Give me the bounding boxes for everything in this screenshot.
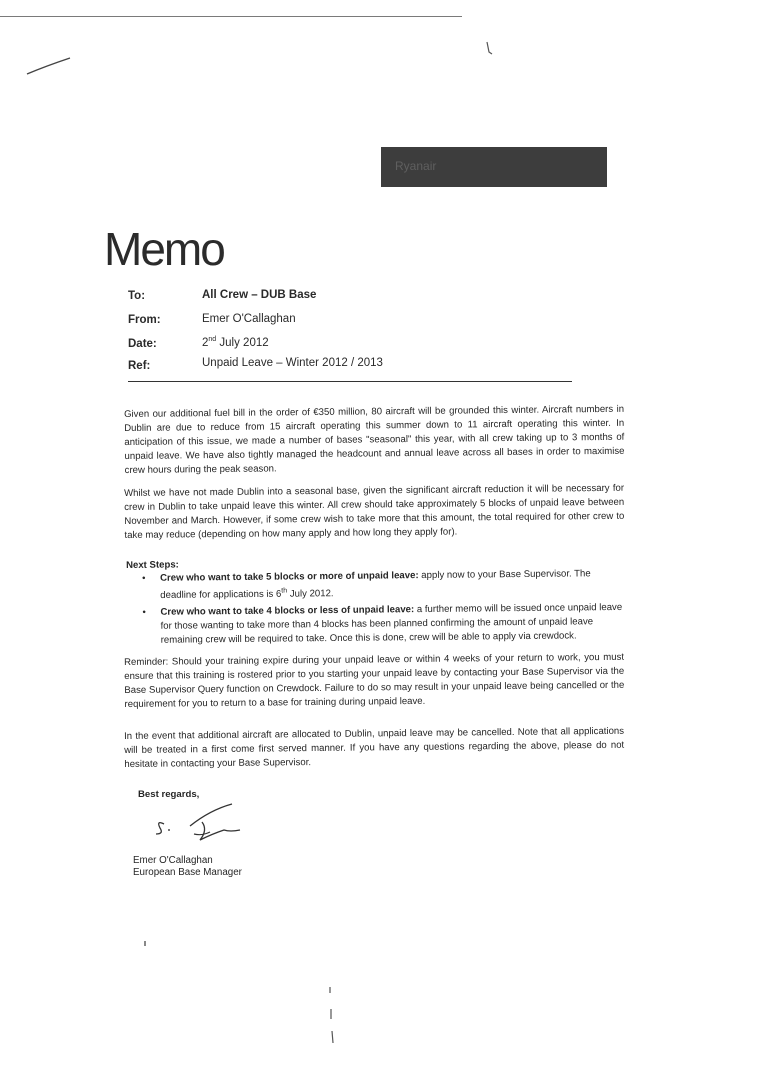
next-steps-heading: Next Steps: <box>126 559 179 571</box>
company-logo <box>381 147 607 187</box>
date-day: 2 <box>202 336 209 349</box>
bullet-2-text: a further memo will be issued once unpaid leave for those wanting to take more than 4 blocks has been planned confirming the amount of unpaid leave remaining crew will be required to take. Once this is done, crew will be able to apply via crewdock. <box>160 602 623 646</box>
date-label: Date: <box>128 338 157 350</box>
bullet-icon: • <box>142 607 146 619</box>
from-value: Emer O'Callaghan <box>202 313 296 325</box>
scan-edge-line <box>0 16 462 17</box>
stray-vertical-marks <box>326 985 340 1045</box>
memo-title: Memo <box>104 223 224 275</box>
signatory-title: European Base Manager <box>133 867 242 878</box>
stray-tick-mark <box>484 40 494 56</box>
body-paragraph-4: In the event that additional aircraft are allocated to Dublin, unpaid leave may be cancelled. Note that all applications will be treated in a first come first served manner. If you have any questions regarding the above, please do not hesitate in contacting your Base Supervisor. <box>124 725 625 770</box>
stray-dot-mark <box>142 940 148 948</box>
bullet-1-end: July 2012. <box>287 588 334 600</box>
from-label: From: <box>128 314 161 326</box>
stray-pen-mark <box>24 54 74 78</box>
next-steps-list <box>140 567 627 651</box>
logo-text: Ryanair <box>395 159 437 173</box>
date-value <box>202 336 269 349</box>
ref-label: Ref: <box>128 360 151 372</box>
bullet-1-text: apply now to your Base Supervisor. The deadline for applications is 6 <box>160 568 591 601</box>
list-item <box>140 601 626 648</box>
handwritten-signature <box>150 800 250 846</box>
body-paragraph-2: Whilst we have not made Dublin into a seasonal base, given the significant aircraft reduction it will be necessary for crew in Dublin to take unpaid leave this winter. All crew should take approximately 5 blocks of unpaid leave between November and March. However, if some crew wish to take more that this amount, the total required for other crew to take may reduce (depending on how many apply and how long they apply for). <box>124 482 625 541</box>
closing-regards: Best regards, <box>138 789 200 800</box>
to-value: All Crew – DUB Base <box>202 289 317 301</box>
bullet-1-sup: th <box>281 587 288 595</box>
list-item <box>140 567 626 603</box>
body-paragraph-reminder: Reminder: Should your training expire during your unpaid leave or within 4 weeks of your return to work, you must ensure that this training is rostered prior to you starting your unpaid leave by contacting your Base Supervisor via the Base Supervisor Query function on Crewdock. Failure to do so may result in your unpaid leave being cancelled or the requirement for you to return to a base for training during unpaid leave. <box>124 651 625 710</box>
to-label: To: <box>128 290 146 302</box>
bullet-1-heading: Crew who want to take 5 blocks or more of unpaid leave: <box>160 570 419 584</box>
bullet-icon: • <box>142 572 146 584</box>
bullet-2-heading: Crew who want to take 4 blocks or less of unpaid leave: <box>160 604 415 618</box>
header-divider <box>128 381 572 382</box>
ref-value: Unpaid Leave – Winter 2012 / 2013 <box>202 357 383 369</box>
date-suffix: nd <box>208 336 217 343</box>
signatory-name: Emer O'Callaghan <box>133 855 213 866</box>
body-paragraph-1: Given our additional fuel bill in the order of €350 million, 80 aircraft will be grounded this winter. Aircraft numbers in Dublin are due to reduce from 15 aircraft operating this summer down to 11 aircraft operating this winter. In anticipation of this issue, we made a number of bases "seasonal" this year, with all crew taking up to 3 months of unpaid leave. We have also tightly managed the headcount and annual leave across all bases in order to maximise crew hours during the peak season. <box>124 403 625 476</box>
date-rest: July 2012 <box>216 336 269 349</box>
